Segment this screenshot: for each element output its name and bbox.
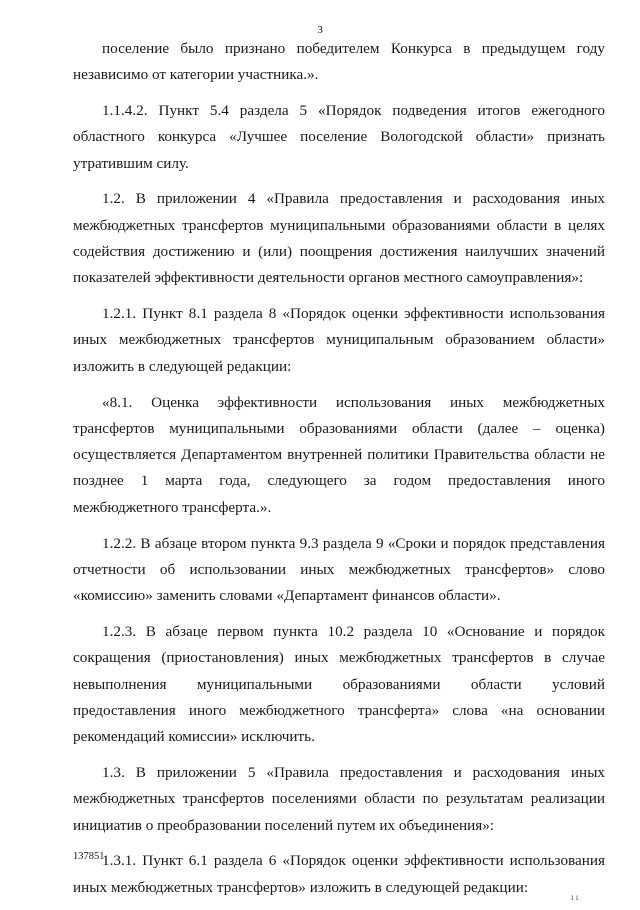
paragraph-continuation: поселение было признано победителем Конкурса в предыдущем году независимо от категории участника.». <box>73 40 605 84</box>
document-code: 137851 <box>73 851 105 862</box>
page-number: 3 <box>317 24 323 36</box>
scan-mark: ı ı <box>571 892 579 902</box>
paragraph-1-2: 1.2. В приложении 4 «Правила предоставления и расходования иных межбюджетных трансфертов муниципальными образованиями области в целях содействия достижению и (или) поощрения достижения наилучших значений показателей эффективности деятельности органов местного самоуправления»: <box>73 190 605 287</box>
paragraph-1-3: 1.3. В приложении 5 «Правила предоставления и расходования иных межбюджетных трансфертов поселениями области по результатам реализации инициатив о преобразовании поселений путем их объединения»: <box>73 763 605 834</box>
paragraph-quote-8-1: «8.1. Оценка эффективности использования иных межбюджетных трансфертов муниципальными образованиями области (далее – оценка) осуществляется Департаментом внутренней политики Правительства области не позднее 1 марта года, следующего за годом предоставления иного межбюджетного трансферта.». <box>73 393 605 516</box>
paragraph-1-2-2: 1.2.2. В абзаце втором пункта 9.3 раздела 9 «Сроки и порядок представления отчетности об использовании иных межбюджетных трансфертов» слово «комиссию» заменить словами «Департамент финансов области». <box>73 534 605 605</box>
paragraph-1-1-4-2: 1.1.4.2. Пункт 5.4 раздела 5 «Порядок подведения итогов ежегодного областного конкурса «Лучшее поселение Вологодской области» признать утратившим силу. <box>73 102 605 172</box>
paragraph-1-2-1: 1.2.1. Пункт 8.1 раздела 8 «Порядок оценки эффективности использования иных межбюджетных трансфертов муниципальным образованием области» изложить в следующей редакции: <box>73 305 605 375</box>
paragraph-1-3-1: 1.3.1. Пункт 6.1 раздела 6 «Порядок оценки эффективности использования иных межбюджетных трансфертов» изложить в следующей редакции: <box>73 852 605 896</box>
document-body <box>73 36 605 910</box>
paragraph-1-2-3: 1.2.3. В абзаце первом пункта 10.2 раздела 10 «Основание и порядок сокращения (приостановления) иных межбюджетных трансфертов в случае невыполнения муниципальными образованиями области условий предоставления иного межбюджетного трансферта» слова «на основании рекомендаций комиссии» исключить. <box>73 622 605 746</box>
